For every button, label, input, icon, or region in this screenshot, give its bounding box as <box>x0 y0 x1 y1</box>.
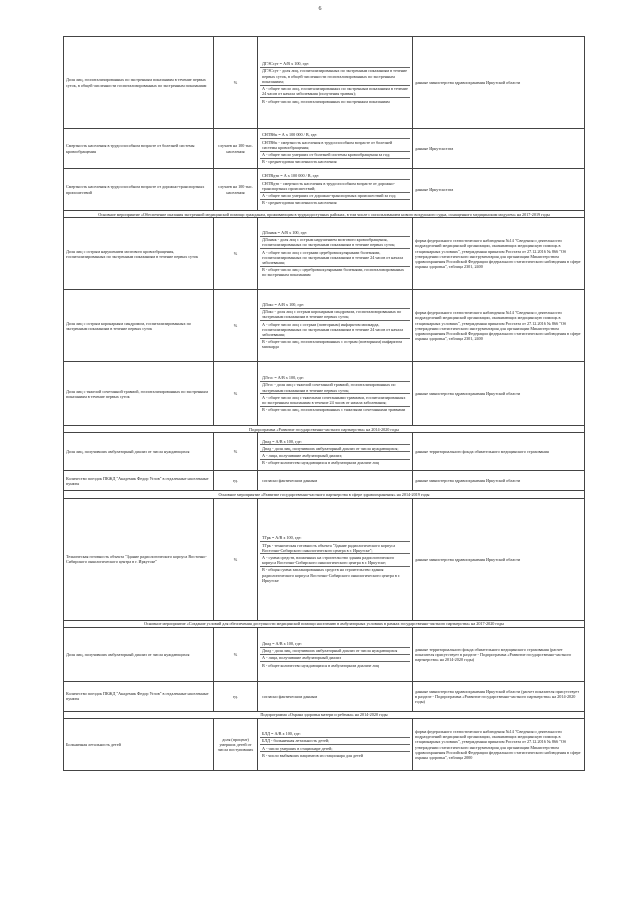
formula-line: ДЛтсс = А/В х 100, где: <box>260 375 410 382</box>
section-header-row <box>64 491 585 498</box>
indicator-source: данные министерства здравоохранения Иркутской области <box>413 37 585 129</box>
formula-line: БЛД = А/В х 100, где: <box>260 731 410 738</box>
formula-line: А - число умерших в стационаре детей; <box>260 745 410 752</box>
formula-line: согласно фактическим данным <box>262 693 318 699</box>
indicator-formula <box>258 681 413 711</box>
section-title: Подпрограмма «Развитие государственно-частного партнерства» на 2014-2020 годы <box>64 426 585 433</box>
indicator-source: данные министерства здравоохранения Иркутской области <box>413 362 585 426</box>
formula-line: ДЛокс - доля лиц с острым коронарным синдромом, госпитализированных по экстренным показаниям в течение первых суток; <box>260 309 410 321</box>
formula-line: ДЛонмк = А/В х 100, где: <box>260 229 410 236</box>
formula-line: Дпад = А/В х 100, где: <box>260 438 410 445</box>
formula-line: Дпад = А/В х 100, где: <box>260 640 410 647</box>
indicator-formula <box>258 627 413 681</box>
formula-line: А - сумма средств, вложенных на строительство здания радиологического корпуса Восточно-Сибирского онкологического центра в г. Иркутске; <box>260 554 410 566</box>
page-number: 6 <box>318 6 322 12</box>
indicator-unit: ед. <box>214 471 258 491</box>
indicator-unit: % <box>214 627 258 681</box>
indicator-unit: % <box>214 498 258 620</box>
indicator-source: форма федерального статистического наблюдения №14 "Сведения о деятельности подразделений медицинской организации, оказывающих медицинскую помощь в стационарных условиях", утвержденная приказом Росстата от 27.12.2016 № 866 "Об утверждении статистического инструментария для организации Министерством здравоохранения Российской Федерации федерального статистического наблюдения в сфере охраны здоровья", таблица 2301, 2400 <box>413 290 585 362</box>
indicator-source: данные министерства здравоохранения Иркутской области <box>413 471 585 491</box>
indicator-formula <box>258 433 413 471</box>
indicator-unit: % <box>214 433 258 471</box>
formula-line: ДГЭСсут - доля лиц, госпитализированных по экстренным показаниям в течение первых суток, в общей численности госпитализированных по экстренным показаниям; <box>260 68 410 86</box>
indicator-name: Количество поездок ПКЖД "Академик Федор Углов" в отдаленные населенные пункты <box>64 471 214 491</box>
indicator-unit: случаев на 100 тыс. населения <box>214 129 258 169</box>
indicator-name: Техническая готовность объекта "Здание радиологического корпуса Восточно-Сибирского онкологического центра в г. Иркутске" <box>64 498 214 620</box>
indicator-formula <box>258 362 413 426</box>
indicator-row <box>64 218 585 290</box>
formula-line: В - среднегодовая численность населения <box>262 200 337 206</box>
section-title: Основное мероприятие «Создание условий для обеспечения доступности медицинской помощи населению в амбулаторных условиях в рамках государственно-частного партнерства» на 2017-2020 годы <box>64 620 585 627</box>
indicator-formula <box>258 218 413 290</box>
indicator-formula <box>258 290 413 362</box>
indicator-row <box>64 290 585 362</box>
indicator-formula <box>258 169 413 211</box>
formula-line: А - лица, получившие амбулаторный диализ; <box>260 452 410 459</box>
section-title: Основное мероприятие «Обеспечение оказания экстренной медицинской помощи гражданам, проживающим в труднодоступных районах, в том числе с использованием нового воздушного судна, оснащенного медицинским модулем» на 2017-2019 годы <box>64 211 585 218</box>
formula-line: СНТВдтп - смертность населения в трудоспособном возрасте от дорожно-транспортных происшествий; <box>260 180 410 192</box>
formula-line: А - лица, получившие амбулаторный диализ <box>260 655 410 662</box>
indicator-name: Доля лиц, получивших амбулаторный диализ от числа нуждающихся <box>64 627 214 681</box>
indicator-name: Доля лиц с тяжелой сочетанной травмой, госпитализированных по экстренным показаниям в течение первых суток <box>64 362 214 426</box>
indicator-source: данные территориального фонда обязательного медицинского страхования <box>413 433 585 471</box>
indicator-row <box>64 681 585 711</box>
indicator-formula <box>258 719 413 771</box>
indicator-source: данные Иркутскстата <box>413 129 585 169</box>
indicator-row <box>64 433 585 471</box>
formula-line: ДЛокс = А/В х 100, где: <box>260 301 410 308</box>
formula-line: В - общее число лиц, госпитализированных с тяжелыми сочетанными травмами <box>262 407 406 413</box>
formula-line: В - общая сумма запланированных средств на строительство здания радиологического корпуса Восточно-Сибирского онкологического центра в г. Иркутске <box>262 567 401 583</box>
indicator-source: форма федерального статистического наблюдения №14 "Сведения о деятельности подразделений медицинской организации, оказывающих медицинскую помощь в стационарных условиях", утвержденная приказом Росстата от 27.12.2016 № 866 "Об утверждении статистического инструментария для организации Министерством здравоохранения Российской Федерации федерального статистического наблюдения в сфере охраны здоровья", таблица 2301, 2400 <box>413 218 585 290</box>
formula-line: СНТВбк - смертность населения в трудоспособном возрасте от болезней системы кровообращения; <box>260 139 410 151</box>
indicator-source: данные министерства здравоохранения Иркутской области <box>413 498 585 620</box>
indicator-name: Доля лиц, получивших амбулаторный диализ от числа нуждающихся <box>64 433 214 471</box>
indicator-name: Количество поездок ПКЖД "Академик Федор Углов" в отдаленные населенные пункты <box>64 681 214 711</box>
indicator-row <box>64 169 585 211</box>
formula-line: А - общее число умерших от дорожно-транспортных происшествий за год; <box>260 193 410 200</box>
formula-line: В - общее число лиц, госпитализированных с острым (повторным) инфарктом миокарда <box>262 339 402 350</box>
indicator-unit: доля (процент) умерших детей от числа поступивших <box>214 719 258 771</box>
indicator-name: Больничная летальность детей <box>64 719 214 771</box>
indicator-row <box>64 129 585 169</box>
formula-line: БЛД - больничная летальность детей; <box>260 738 410 745</box>
indicator-unit: % <box>214 362 258 426</box>
indicator-unit: % <box>214 290 258 362</box>
formula-line: ДГЭСсут = А/В х 100, где: <box>260 61 410 68</box>
indicator-name: Доля лиц с острым нарушением мозгового кровообращения, госпитализированных по экстренным показаниям в течение первых суток <box>64 218 214 290</box>
section-header-row <box>64 426 585 433</box>
formula-line: А - общее число лиц, госпитализированных по экстренным показаниям в течение 24 часов от начала заболевания (получения травмы); <box>260 86 410 98</box>
formula-line: СНТВбк = А х 100 000 / В, где: <box>260 132 410 139</box>
section-title: Основное мероприятие «Развитие государственно-частного партнерства в сфере здравоохранения» на 2014-2019 годы <box>64 491 585 498</box>
formula-line: согласно фактическим данным <box>262 478 318 484</box>
formula-line: Дпад - доля лиц, получивших амбулаторный диализ от числа нуждающихся <box>260 648 410 655</box>
indicator-source: форма федерального статистического наблюдения №14 "Сведения о деятельности подразделений медицинской организации, оказывающих медицинскую помощь в стационарных условиях", утвержденная приказом Росстата от 27.12.2016 № 866 "Об утверждении статистического инструментария для организации Министерством здравоохранения Российской Федерации федерального статистического наблюдения в сфере охраны здоровья", таблица 2000 <box>413 719 585 771</box>
indicator-formula <box>258 129 413 169</box>
indicator-row <box>64 362 585 426</box>
formula-line: СНТВдтп = А х 100 000 / В, где: <box>260 173 410 180</box>
indicator-formula <box>258 37 413 129</box>
indicator-unit: ед. <box>214 681 258 711</box>
formula-line: А - общее число лиц с острыми цереброваскулярными болезнями, госпитализированных по экстренным показаниям в течение 24 часов от начала заболевания; <box>260 249 410 267</box>
formula-line: А - общее число лиц с тяжелыми сочетанными травмами, госпитализированных по экстренным показаниям в течение 24 часов от начала заболевания; <box>260 394 410 406</box>
indicator-source: данные министерства здравоохранения Иркутской области (расчет показателя присутствует в разделе - Подпрограмма «Развитие государственно-частного партнерства» на 2014-2020 годы) <box>413 681 585 711</box>
indicator-unit: % <box>214 218 258 290</box>
section-header-row <box>64 711 585 718</box>
formula-line: В - общее количество нуждающихся в амбулаторном диализе лиц <box>262 460 379 466</box>
indicator-source: данные Иркутскстата <box>413 169 585 211</box>
formula-line: ТГрк - техническая готовность объекта "Здание радиологического корпуса Восточно-Сибирского онкологического центра в г. Иркутске"; <box>260 542 410 554</box>
formula-line: В - общее число лиц, госпитализированных по экстренным показаниям <box>262 98 390 104</box>
indicator-row <box>64 37 585 129</box>
indicator-name: Доля лиц с острым коронарным синдромом, госпитализированных по экстренным показаниям в течение первых суток <box>64 290 214 362</box>
indicator-row <box>64 719 585 771</box>
formula-line: В - число выбывших пациентов из стационара для детей <box>262 752 363 758</box>
formula-line: ДЛтсс - доля лиц с тяжелой сочетанной травмой, госпитализированных по экстренным показаниям в течение первых суток; <box>260 382 410 394</box>
indicator-formula <box>258 471 413 491</box>
formula-line: Дпад - доля лиц, получивших амбулаторный диализ от числа нуждающихся; <box>260 445 410 452</box>
indicator-unit: случаев на 100 тыс. населения <box>214 169 258 211</box>
formula-line: ТГрк = А/В х 100, где: <box>260 535 410 542</box>
indicator-row <box>64 471 585 491</box>
indicator-source: данные территориального фонда обязательного медицинского страхования (расчет показателя присутствует в разделе - Подпрограмма «Развитие государственно-частного партнерства» на 2014-2020 годы) <box>413 627 585 681</box>
formula-line: В - среднегодовая численность населения <box>262 159 337 165</box>
formula-line: А - общее число лиц с острым (повторным) инфарктом миокарда, госпитализированных по экстренным показаниям в течение 24 часов от начала заболевания; <box>260 321 410 339</box>
indicator-formula <box>258 498 413 620</box>
indicator-row <box>64 627 585 681</box>
indicator-row <box>64 498 585 620</box>
section-title: Подпрограмма «Охрана здоровья матери и ребенка» на 2014-2020 годы <box>64 711 585 718</box>
indicators-table <box>63 36 585 771</box>
indicator-name: Смертность населения в трудоспособном возрасте от дорожно-транспортных происшествий <box>64 169 214 211</box>
formula-line: ДЛонмк - доля лиц с острым нарушением мозгового кровообращения, госпитализированных по экстренным показаниям в течение первых суток; <box>260 237 410 249</box>
indicator-name: Доля лиц, госпитализированных по экстренным показаниям в течение первых суток, в общей численности госпитализированных по экстренным показаниям <box>64 37 214 129</box>
formula-line: А - общее число умерших от болезней системы кровообращения за год; <box>260 152 410 159</box>
section-header-row <box>64 211 585 218</box>
section-header-row <box>64 620 585 627</box>
indicator-name: Смертность населения в трудоспособном возрасте от болезней системы кровообращения <box>64 129 214 169</box>
indicator-unit: % <box>214 37 258 129</box>
formula-line: В - общее количество нуждающихся в амбулаторном диализе лиц <box>262 662 379 668</box>
formula-line: В - общее число лиц с цереброваскулярными болезнями, госпитализированных по экстренным показаниям <box>262 267 404 278</box>
